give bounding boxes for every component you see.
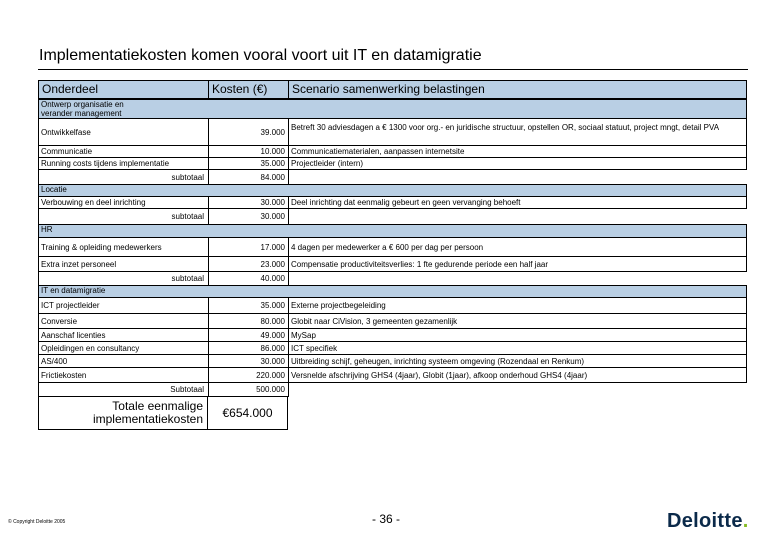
subtotal-label-locatie: subtotaal — [38, 208, 209, 225]
row-label-ontwikkelfase: Ontwikkelfase — [38, 118, 209, 146]
row-label-verbouwing: Verbouwing en deel inrichting — [38, 196, 209, 209]
row-label-opleidingen: Opleidingen en consultancy — [38, 341, 209, 355]
subtotal-cost-it: 500.000 — [208, 382, 289, 397]
row-cost-ict-projectleider: 35.000 — [208, 297, 289, 314]
row-desc-verbouwing: Deel inrichting dat eenmalig gebeurt en geen vervanging behoeft — [288, 196, 747, 209]
row-cost-aanschaf: 49.000 — [208, 328, 289, 342]
section-hr: HR — [38, 224, 747, 238]
row-label-extra: Extra inzet personeel — [38, 256, 209, 272]
row-cost-as400: 30.000 — [208, 354, 289, 368]
logo-text: Deloitte — [667, 510, 743, 532]
row-cost-frictie: 220.000 — [208, 367, 289, 383]
subtotal-label-ontwerp: subtotaal — [38, 169, 209, 185]
row-desc-communicatie: Communicatiematerialen, aanpassen internetsite — [288, 145, 747, 158]
row-desc-running: Projectleider (intern) — [288, 157, 747, 170]
row-label-conversie: Conversie — [38, 313, 209, 329]
row-cost-conversie: 80.000 — [208, 313, 289, 329]
row-desc-frictie: Versnelde afschrijving GHS4 (4jaar), Globit (1jaar), afkoop onderhoud GHS4 (4jaar) — [288, 367, 747, 383]
row-desc-training: 4 dagen per medewerker a € 600 per dag per persoon — [288, 237, 747, 257]
row-cost-training: 17.000 — [208, 237, 289, 257]
section-locatie: Locatie — [38, 184, 747, 197]
row-desc-opleidingen: ICT specifiek — [288, 341, 747, 355]
row-label-aanschaf: Aanschaf licenties — [38, 328, 209, 342]
subtotal-cost-hr: 40.000 — [208, 271, 289, 286]
row-desc-conversie: Globit naar CiVision, 3 gemeenten gezamenlijk — [288, 313, 747, 329]
row-label-training: Training & opleiding medewerkers — [38, 237, 209, 257]
row-cost-opleidingen: 86.000 — [208, 341, 289, 355]
row-desc-extra: Compensatie productiviteitsverlies: 1 fte gedurende periode een half jaar — [288, 256, 747, 272]
row-cost-running: 35.000 — [208, 157, 289, 170]
row-cost-communicatie: 10.000 — [208, 145, 289, 158]
row-desc-aanschaf: MySap — [288, 328, 747, 342]
section-it: IT en datamigratie — [38, 285, 747, 298]
header-onderdeel: Onderdeel — [38, 80, 209, 99]
row-cost-verbouwing: 30.000 — [208, 196, 289, 209]
subtotal-label-hr: subtotaal — [38, 271, 209, 286]
subtotal-label-it: Subtotaal — [38, 382, 209, 397]
page-number: - 36 - — [372, 512, 401, 526]
logo-dot: . — [742, 510, 749, 532]
slide-title: Implementatiekosten komen vooral voort uit IT en datamigratie — [39, 47, 482, 64]
row-label-as400: AS/400 — [38, 354, 209, 368]
row-label-frictie: Frictiekosten — [38, 367, 209, 383]
row-desc-as400: Uitbreiding schijf, geheugen, inrichting systeem omgeving (Rozendaal en Renkum) — [288, 354, 747, 368]
row-label-running: Running costs tijdens implementatie — [38, 157, 209, 170]
title-divider — [38, 69, 748, 70]
row-cost-ontwikkelfase: 39.000 — [208, 118, 289, 146]
total-label: Totale eenmalige implementatiekosten — [38, 396, 208, 430]
row-label-ict-projectleider: ICT projectleider — [38, 297, 209, 314]
copyright-text: © Copyright Deloitte 2005 — [8, 519, 66, 525]
row-desc-ontwikkelfase: Betreft 30 adviesdagen a € 1300 voor org.- en juridische structuur, opstellen OR, sociaal statuut, project mngt, detail PVA — [288, 118, 747, 146]
subtotal-cost-ontwerp: 84.000 — [208, 169, 289, 185]
total-value: €654.000 — [207, 396, 288, 430]
subtotal-cost-locatie: 30.000 — [208, 208, 289, 225]
row-cost-extra: 23.000 — [208, 256, 289, 272]
header-kosten: Kosten (€) — [208, 80, 289, 99]
row-desc-ict-projectleider: Externe projectbegeleiding — [288, 297, 747, 314]
deloitte-logo — [667, 510, 749, 533]
header-scenario: Scenario samenwerking belastingen — [288, 80, 747, 99]
row-label-communicatie: Communicatie — [38, 145, 209, 158]
section-ontwerp: Ontwerp organisatie en verander management — [38, 99, 747, 119]
